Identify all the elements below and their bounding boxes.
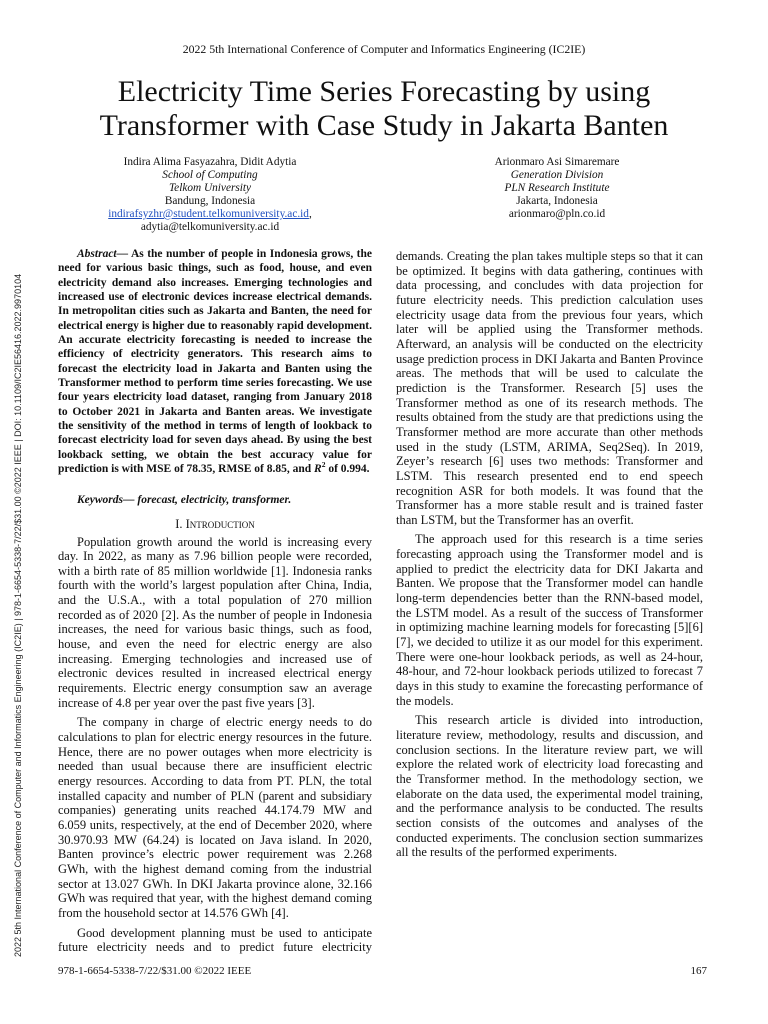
title-line-2: Transformer with Case Study in Jakarta Banten	[99, 109, 669, 142]
author-email: arionmaro@pln.co.id	[508, 208, 606, 220]
paper-title	[0, 75, 768, 143]
right-column	[396, 249, 703, 860]
author-location: Jakarta, Indonesia	[516, 195, 598, 207]
section-number: I.	[175, 516, 183, 531]
author-email-secondary: adytia@telkomuniversity.ac.id	[140, 221, 280, 233]
email-separator: ,	[308, 208, 312, 220]
page-footer	[58, 964, 707, 978]
author-email-link[interactable]: indirafsyzhr@student.telkomuniversity.ac.id	[108, 208, 309, 220]
author-email-line	[40, 208, 380, 221]
paragraph: Population growth around the world is increasing every day. In 2022, as many as 7.96 billion people were recorded, with a birth rate of 85 million worldwide [1]. Indonesia ranks fourth with the world’s largest population after China, India, and the U.S.A., with a total population of 270 million recorded as of 2020 [2]. As the number of people in Indonesia increases, the need for various basic things, such as food, house, and even the need for electric energy are also increasing. Emerging technologies and increased use of electronic devices resulted in increased electrical energy requirements. Electric energy consumption saw an average increase of 4.8 per year over the past five years [3].	[58, 534, 372, 710]
paragraph: This research article is divided into introduction, literature review, methodology, results and discussion, and conclusion sections. In the literature review part, we will explore the related work of electricity load forecasting and the Transformer method. In the methodology section, we elaborate on the data used, the experimental model training, and the performance analysis to be conducted. The results section consists of the outcomes and analyses of the conducted experiments. The conclusion section summarizes all the results of the performed experiments.	[396, 713, 703, 860]
left-column	[58, 247, 372, 955]
abstract	[58, 247, 372, 477]
paragraph: Good development planning must be used to anticipate future electricity needs and to predict future electricity	[58, 925, 372, 955]
abstract-text: As the number of people in Indonesia grows, the need for various basic things, such as food, house, and even electricity demand also increases. Emerging technologies and increased use of electronic devices increase electrical demands. In metropolitan cities such as Jakarta and Banten, the need for electrical energy is higher due to reasonably rapid development. An accurate electricity forecasting is needed to increase the efficiency of electricity generators. This research aims to forecast the electricity load in Jakarta and Banten using the Transformer method to perform time series forecasting. We use four years electricity load dataset, ranging from January 2018 to October 2021 in Jakarta and Banten areas. We investigate the sensitivity of the method in terms of length of lookback to forecast electricity load for seven days ahead. By using the best lookback setting, we obtain the best accuracy value for prediction is with MSE of 78.35, RMSE of 8.85, and	[58, 248, 372, 476]
author-department: School of Computing	[162, 169, 258, 181]
abstract-label: Abstract—	[77, 248, 129, 260]
conference-header: 2022 5th International Conference of Computer and Informatics Engineering (IC2IE)	[182, 42, 586, 56]
author-institution: PLN Research Institute	[504, 182, 610, 194]
keywords	[58, 493, 372, 507]
paragraph: The approach used for this research is a time series forecasting approach using the Transformer model and is applied to predict the electricity data for DKI Jakarta and Banten. We propose that the Transformer model can handle long-term dependencies better than the RNN-based model, the LSTM model. As a result of the success of Transformer in optimizing machine learning models for forecasting [5][6][7], we decided to utilize it as our model for this experiment. There were one-hour lookback periods, as well as 24-hour, 48-hour, and 72-hour lookback periods utilized to forecast 7 days in this study to examine the forecasting performance of the models.	[396, 532, 703, 708]
section-heading	[58, 517, 372, 532]
footer-isbn: 978-1-6654-5338-7/22/$31.00 ©2022 IEEE	[58, 965, 252, 977]
author-block-right	[396, 156, 718, 221]
paragraph: The company in charge of electric energy needs to do calculations to plan for electric energy resources in the future. Hence, there are no power outages when more electricity is needed than usual because there are insufficient electric energy resources. According to data from PT. PLN, the total installed capacity and number of PLN (parent and subsidiary companies) generating units reached 44.174.79 MW and 6.059 units, respectively, at the end of December 2020, where 30.970.93 MW (64.24) is located on Java island. In 2020, Banten province’s electric power requirement was 2.268 GWh, with the highest demand coming from the industrial sector at 13.027 GWh. In DKI Jakarta province alone, 32.166 GWh was required that year, with the highest demand coming from the household sector at 14.576 GWh [4].	[58, 715, 372, 920]
keywords-label: Keywords—	[77, 493, 135, 506]
keywords-text: forecast, electricity, transformer.	[134, 493, 292, 506]
author-location: Bandung, Indonesia	[164, 195, 256, 207]
author-department: Generation Division	[510, 169, 604, 181]
title-line-1: Electricity Time Series Forecasting by using	[117, 75, 651, 108]
r-squared-superscript: 2	[321, 460, 326, 470]
abstract-text-end: of 0.994.	[325, 463, 370, 476]
paragraph: demands. Creating the plan takes multiple steps so that it can be optimized. It begins with data gathering, continues with data processing, and concludes with data projection for future electricity needs. This prediction calculation uses electricity usage data from the previous four years, which later will be applied using the Transformer methods. Afterward, an analysis will be conducted on the electricity usage prediction process in DKI Jakarta and Banten Province areas. The methods that will be used to calculate the prediction is the Transformer. Research [5] uses the Transformer method as one of its research methods. The results obtained from the study are that predictions using the Transformer method are more accurate than other methods used in the study (LSTM, ARIMA, Seq2Seq). In 2019, Zeyer’s research [6] uses two methods: Transformer and LSTM. This research presented end to end speech recognition ASR for both models. It was found that the Transformer has a more stable result and is trained faster than LSTM, but the Transformer has an overfit.	[396, 249, 703, 527]
r-squared-symbol: R	[314, 463, 322, 476]
author-institution: Telkom University	[168, 182, 252, 194]
section-title: Introduction	[185, 516, 255, 531]
side-copyright-note: 2022 5th International Conference of Computer and Informatics Engineering (IC2IE) | 978-1-6654-5338-7/22/$31.00 ©2022 IEEE | DOI: 10.1109/IC2IE56416.2022.9970104	[13, 273, 23, 957]
author-block-left	[40, 156, 380, 234]
author-names: Arionmaro Asi Simaremare	[494, 156, 620, 168]
page-number: 167	[690, 965, 707, 977]
author-names: Indira Alima Fasyazahra, Didit Adytia	[123, 156, 297, 168]
